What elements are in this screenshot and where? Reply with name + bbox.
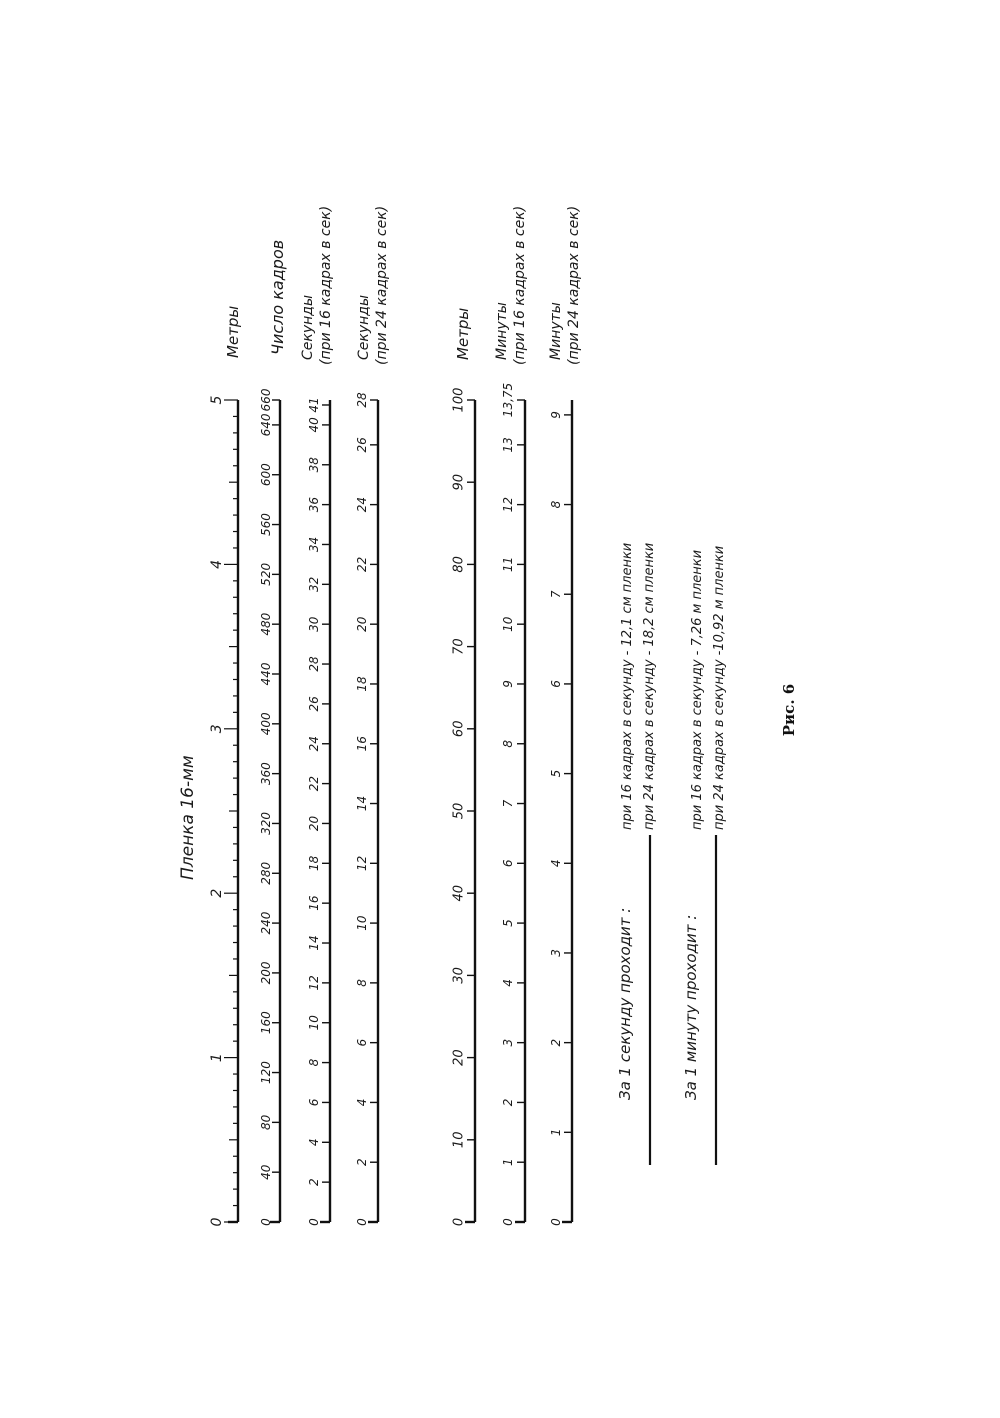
tick-label-frames: 240	[259, 911, 274, 935]
tick-label-meters-b: 0	[451, 1217, 467, 1227]
tick-label-sec24: 18	[355, 676, 370, 692]
tick-label-meters-a: 2	[208, 888, 225, 898]
tick-label-sec16: 12	[307, 975, 322, 991]
tick-label-min16: 7	[501, 799, 516, 808]
tick-label-sec16: 40	[307, 417, 322, 433]
tick-label-min24: 9	[549, 411, 564, 419]
tick-label-sec16: 32	[307, 576, 322, 592]
scale-label-sec24-line1: Секунды	[356, 294, 372, 360]
note-second-line-24: при 24 кадрах в секунду - 18,2 см пленки	[642, 542, 657, 830]
tick-label-sec24: 24	[355, 496, 370, 513]
scale-label-sec16-line2: (при 16 кадрах в сек)	[318, 205, 334, 365]
note-minute-line-16: при 16 кадрах в секунду - 7,26 м пленки	[690, 549, 705, 830]
tick-label-min16: 2	[501, 1098, 516, 1107]
tick-label-sec16: 38	[307, 457, 322, 473]
tick-label-min16: 11	[501, 556, 516, 573]
tick-label-min24: 3	[549, 949, 564, 957]
tick-label-sec16: 26	[307, 696, 322, 712]
tick-label-frames: 120	[259, 1061, 274, 1084]
tick-label-min24: 8	[549, 500, 564, 509]
tick-label-sec16: 4	[307, 1138, 322, 1147]
tick-label-sec24: 6	[355, 1038, 370, 1047]
scale-label-sec24-line2: (при 24 кадрах в сек)	[374, 205, 390, 365]
tick-label-frames: 560	[259, 513, 274, 536]
tick-label-sec16: 20	[307, 815, 322, 832]
tick-label-min24: 2	[549, 1038, 564, 1047]
scale-label-frames: Число кадров	[268, 239, 287, 355]
tick-label-frames: 280	[259, 861, 274, 885]
tick-label-sec16: 41	[307, 397, 322, 413]
tick-label-sec16: 18	[307, 855, 322, 871]
tick-label-meters-b: 10	[451, 1131, 467, 1149]
scale-label-sec16-line1: Секунды	[300, 294, 316, 360]
tick-label-frames: 400	[259, 712, 274, 736]
tick-label-sec16: 8	[307, 1058, 322, 1067]
tick-label-meters-a: 1	[208, 1053, 225, 1063]
tick-label-meters-b: 60	[451, 720, 467, 738]
tick-label-min16: 12	[501, 496, 516, 513]
tick-label-meters-b: 50	[451, 802, 467, 820]
note-minute-line-24: при 24 кадрах в секунду -10,92 м пленки	[712, 545, 727, 830]
scale-label-meters-b: Метры	[454, 307, 472, 360]
tick-label-sec24: 22	[355, 556, 370, 573]
tick-label-min24: 4	[549, 859, 564, 868]
tick-label-min16: 4	[501, 979, 516, 987]
figure-caption: Рис. 6	[780, 683, 798, 737]
tick-label-frames: 0	[259, 1218, 274, 1226]
tick-label-meters-b: 70	[451, 638, 467, 655]
figure-title: Пленка 16-мм	[178, 755, 198, 880]
tick-label-sec16: 0	[307, 1218, 322, 1226]
tick-label-min16: 13	[501, 437, 516, 453]
tick-label-meters-b: 40	[451, 884, 467, 902]
tick-label-frames: 660	[259, 388, 274, 412]
scale-label-meters-a: Метры	[224, 305, 242, 358]
tick-label-min16: 10	[501, 616, 516, 632]
tick-label-min24: 7	[549, 590, 564, 599]
tick-label-frames: 440	[259, 662, 274, 686]
tick-label-min16: 3	[501, 1038, 516, 1047]
tick-label-sec16: 14	[307, 935, 322, 951]
tick-label-min16: 9	[501, 680, 516, 688]
tick-label-frames: 80	[259, 1114, 274, 1131]
tick-label-min24: 6	[549, 680, 564, 688]
tick-label-sec16: 28	[307, 656, 322, 672]
tick-label-min24: 5	[549, 769, 564, 778]
tick-label-min16: 6	[501, 859, 516, 868]
tick-label-min16: 13,75	[501, 382, 516, 418]
tick-label-sec24: 16	[355, 736, 370, 752]
tick-label-meters-b: 30	[451, 967, 467, 984]
tick-label-frames: 520	[259, 562, 274, 586]
tick-label-frames: 480	[259, 612, 274, 636]
scale-label-min24-line1: Минуты	[548, 302, 564, 360]
note-second-line-16: при 16 кадрах в секунду - 12,1 см пленки	[620, 542, 635, 830]
tick-label-sec16: 34	[307, 536, 322, 553]
tick-label-meters-b: 100	[451, 387, 467, 413]
tick-label-sec24: 20	[355, 616, 370, 632]
tick-label-meters-a: 5	[208, 395, 225, 405]
tick-label-meters-a: 3	[208, 724, 225, 734]
tick-label-sec24: 28	[355, 392, 370, 408]
tick-label-sec16: 36	[307, 496, 322, 513]
tick-label-meters-a: 4	[208, 559, 225, 569]
tick-label-min16: 8	[501, 739, 516, 748]
tick-label-sec24: 4	[355, 1098, 370, 1107]
tick-label-sec16: 16	[307, 895, 322, 911]
tick-label-frames: 640	[259, 413, 274, 437]
tick-label-frames: 600	[259, 463, 274, 487]
scale-label-min16-line1: Минуты	[494, 302, 510, 360]
tick-label-meters-a: 0	[208, 1217, 225, 1227]
tick-label-frames: 200	[259, 961, 274, 985]
scale-label-min24-line2: (при 24 кадрах в сек)	[566, 205, 582, 365]
tick-label-frames: 320	[259, 812, 274, 835]
tick-label-meters-b: 20	[451, 1049, 467, 1066]
tick-label-sec16: 24	[307, 736, 322, 752]
tick-label-min24: 1	[549, 1128, 564, 1137]
tick-label-min24: 0	[549, 1218, 564, 1226]
note-second-heading: За 1 секунду проходит :	[616, 907, 634, 1100]
tick-label-frames: 360	[259, 762, 274, 786]
tick-label-sec16: 6	[307, 1098, 322, 1107]
tick-label-min16: 0	[501, 1218, 516, 1226]
tick-label-sec24: 14	[355, 795, 370, 812]
tick-label-min16: 5	[501, 919, 516, 927]
tick-label-meters-b: 90	[451, 473, 467, 491]
tick-label-sec16: 2	[307, 1178, 322, 1186]
tick-label-sec24: 8	[355, 979, 370, 987]
tick-label-sec24: 0	[355, 1218, 370, 1226]
tick-label-sec24: 10	[355, 915, 370, 931]
tick-label-frames: 40	[259, 1164, 274, 1180]
tick-label-frames: 160	[259, 1011, 274, 1035]
tick-label-meters-b: 80	[451, 556, 467, 573]
scale-label-min16-line2: (при 16 кадрах в сек)	[512, 205, 528, 365]
tick-label-sec24: 2	[355, 1158, 370, 1167]
note-minute-heading: За 1 минуту проходит :	[682, 914, 700, 1100]
tick-label-sec16: 10	[307, 1015, 322, 1031]
tick-label-sec24: 12	[355, 855, 370, 871]
tick-label-sec24: 26	[355, 437, 370, 453]
tick-label-min16: 1	[501, 1158, 516, 1167]
tick-label-sec16: 22	[307, 775, 322, 792]
tick-label-sec16: 30	[307, 616, 322, 632]
